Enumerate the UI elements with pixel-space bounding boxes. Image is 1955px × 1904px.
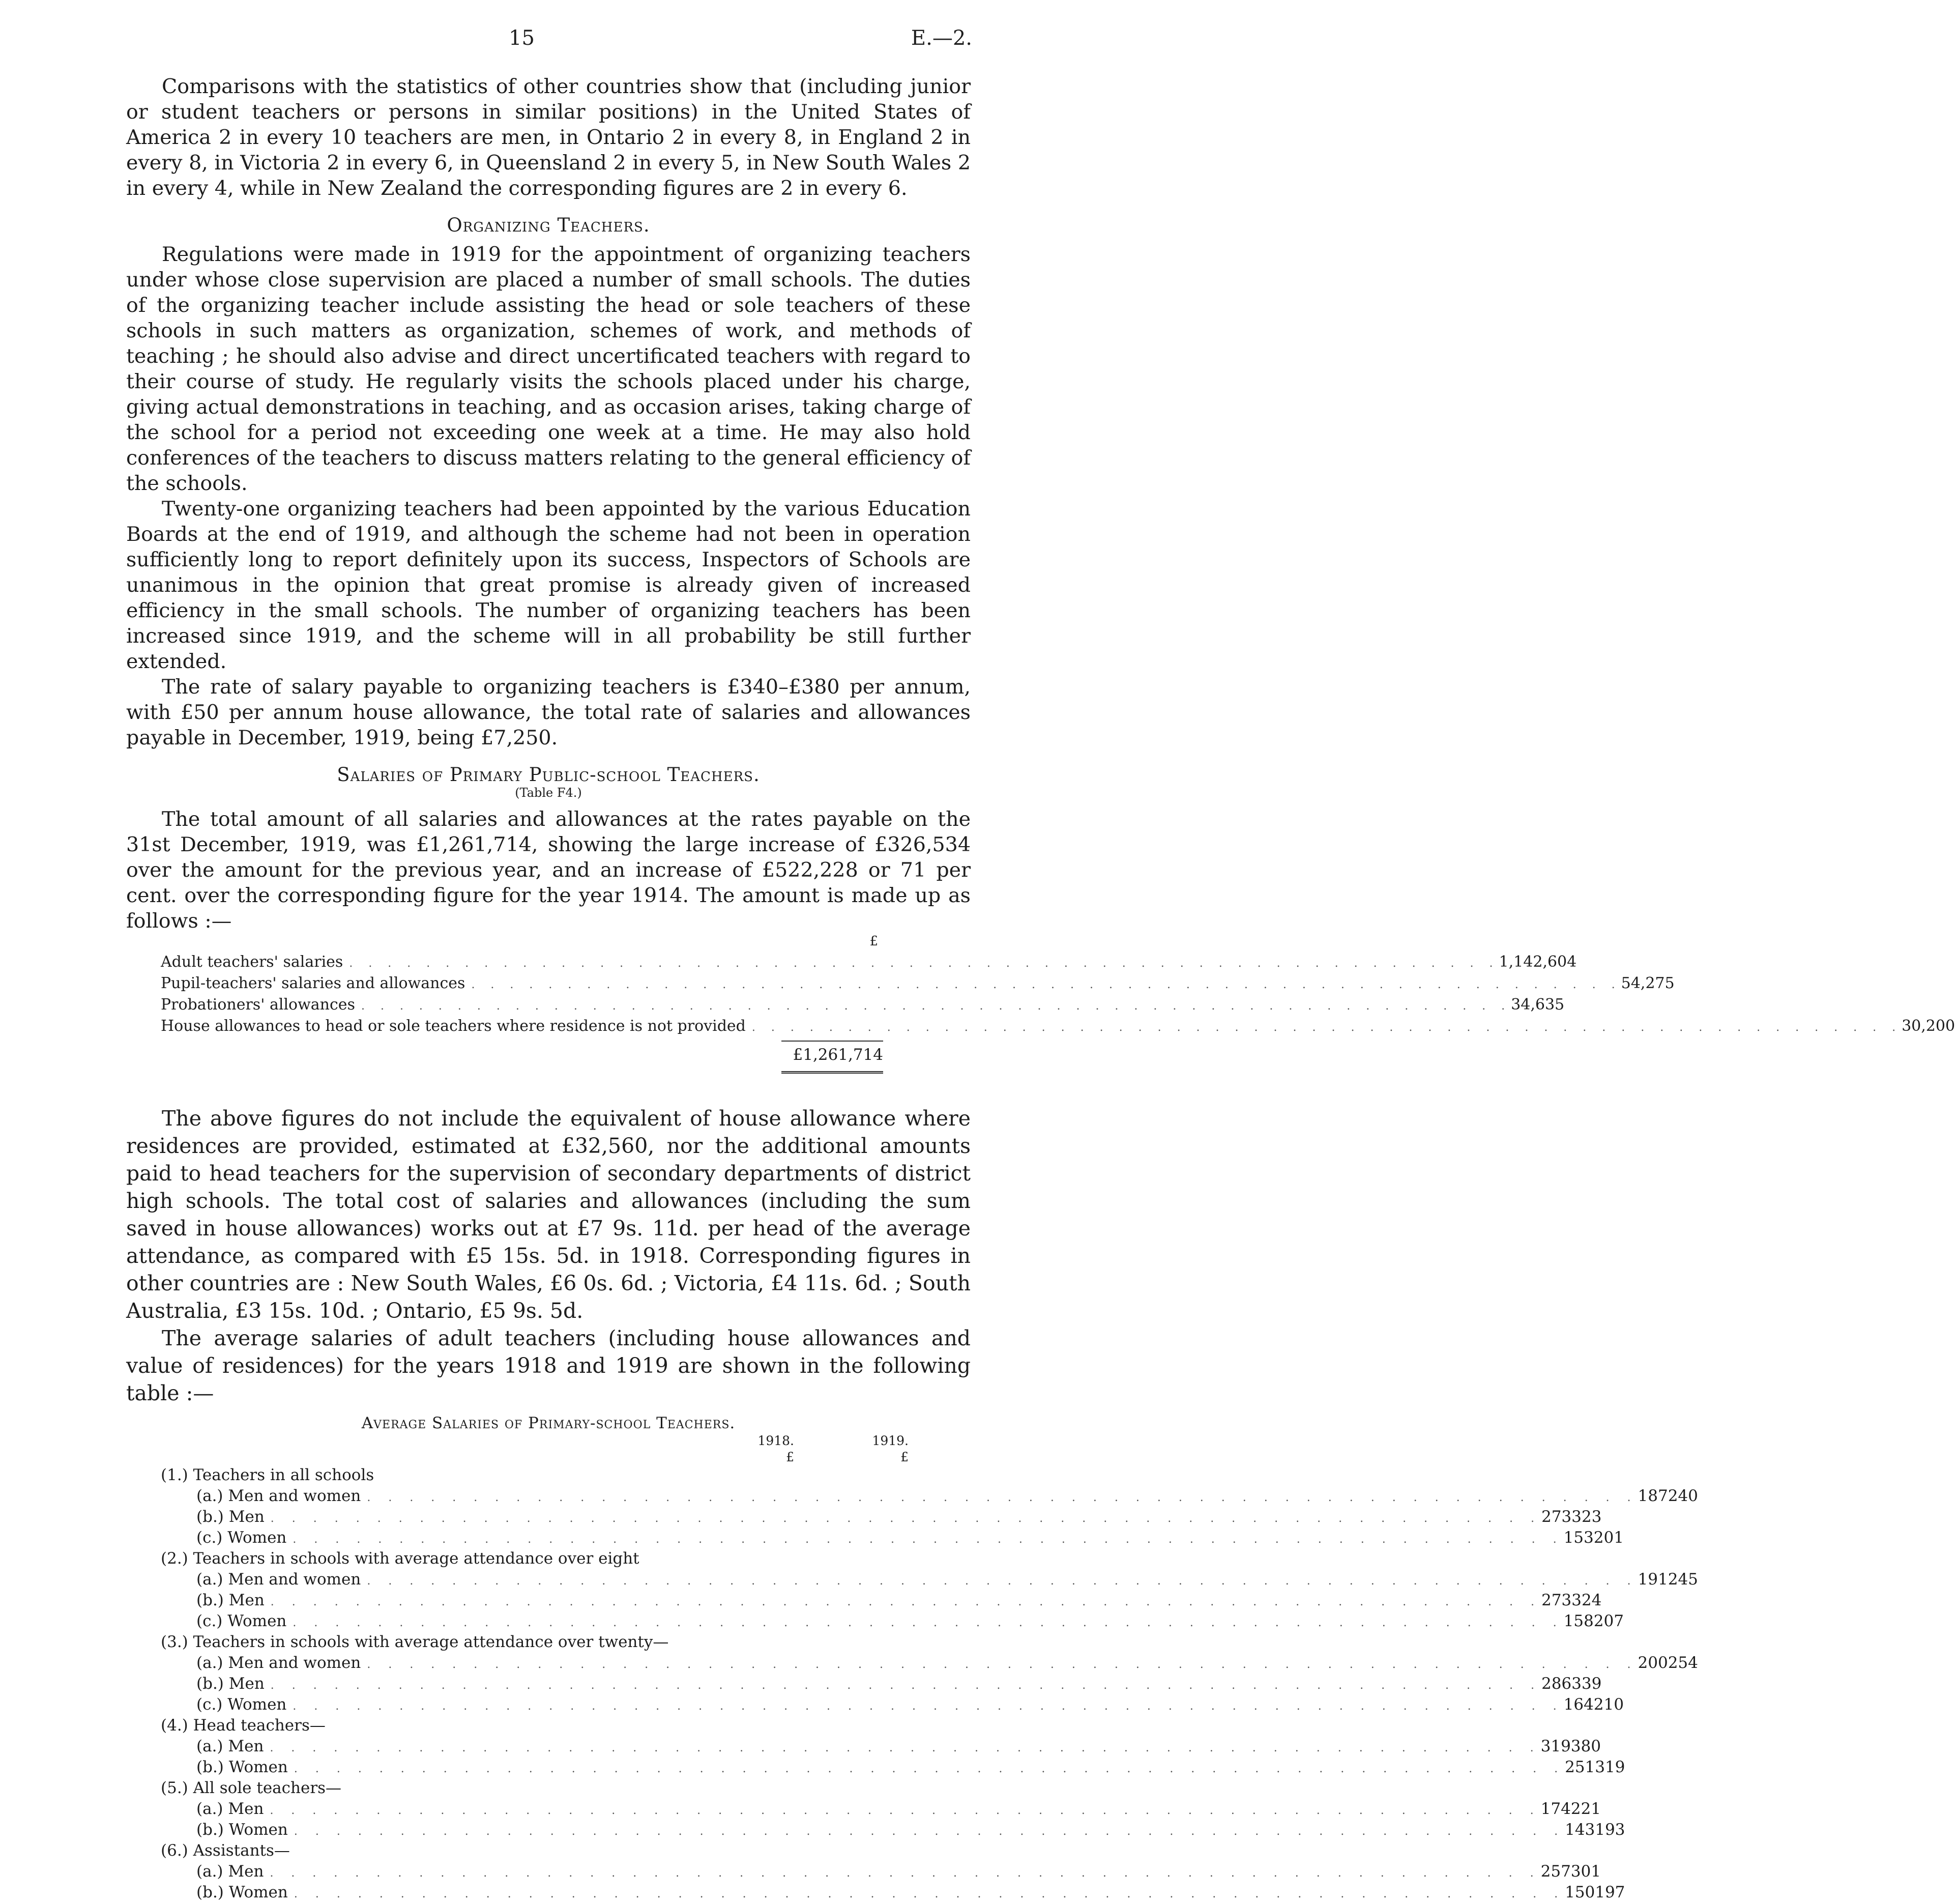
value-1918: 319: [1540, 1737, 1571, 1755]
leader-dots: . . . . . . . . . . . . . . . . . . . . . . . . . . . . . . . . . . . . . . . . . . . . . . . . . . . . . . . . . . . .: [294, 1825, 1565, 1838]
value-1918: 191: [1638, 1570, 1668, 1589]
leader-dots: . . . . . . . . . . . . . . . . . . . . . . . . . . . . . . . . . . . . . . . . . . . . . . . . . . . . . . . . . . . .: [270, 1512, 1541, 1525]
leader-dots: . . . . . . . . . . . . . . . . . . . . . . . . . . . . . . . . . . . . . . . . . . . . . . . . . . . . . . . . . . . .: [361, 1000, 1511, 1013]
statement-amount: 54,275: [1621, 974, 1675, 992]
statement-amount: 1,142,604: [1499, 953, 1577, 971]
group-title: (3.) Teachers in schools with average attendance over twenty—: [161, 1633, 669, 1651]
average-salaries-table: [161, 1433, 1698, 1904]
value-1918: 150: [1565, 1883, 1595, 1901]
row-label: (b.) Women: [196, 1883, 288, 1901]
leader-dots: . . . . . . . . . . . . . . . . . . . . . . . . . . . . . . . . . . . . . . . . . . . . . . . . . . . . . . . . . . . .: [349, 957, 1499, 970]
statement-row: [161, 953, 1577, 974]
heading-salaries: Salaries of Primary Public-school Teachers.: [337, 764, 760, 786]
value-1918: 143: [1565, 1821, 1595, 1839]
row-label: (b.) Men: [196, 1591, 265, 1609]
row-label: (a.) Men: [196, 1862, 264, 1881]
paragraph-regulations: Regulations were made in 1919 for the appointment of organizing teachers under whose close supervision are placed a number of small schools. The duties of the organizing teacher include assisting the head or sole teachers of these schools in such matters as organization, schemes of work, and methods of teaching ; he should also advise and direct uncertificated teachers with regard to their course of study. He regularly visits the schools placed under his charge, giving actual demonstrations in teaching, and as occasion arises, taking charge of the school for a period not exceeding one week at a time. He may also hold conferences of the teachers to discuss matters relating to the general efficiency of the schools.: [126, 243, 971, 495]
group-title: (1.) Teachers in all schools: [161, 1466, 374, 1484]
group-title: (6.) Assistants—: [161, 1841, 290, 1860]
row-label: (c.) Women: [196, 1528, 287, 1547]
value-1918: 164: [1563, 1695, 1594, 1714]
value-1918: 158: [1563, 1612, 1594, 1630]
value-1919: 245: [1668, 1570, 1698, 1589]
paragraph-comparisons: Comparisons with the statistics of other countries show that (including junior or student teachers or persons in similar positions) in the United States of America 2 in every 10 teachers are men, in Ontario 2 in every 8, in England 2 in every 8, in Victoria 2 in every 6, in Queensland 2 in every 5, in New South Wales 2 in every 4, while in New Zealand the corresponding figures are 2 in every 6.: [126, 75, 971, 200]
table-row: [161, 1508, 1602, 1528]
paragraph-salary-rate: The rate of salary payable to organizing teachers is £340–£380 per annum, with £50 per annum house allowance, the total rate of salaries and allowances payable in December, 1919, being £7,250.: [126, 675, 971, 749]
row-label: (a.) Men and women: [196, 1654, 361, 1672]
value-1919: 207: [1593, 1612, 1624, 1630]
table-group-title: [161, 1466, 909, 1487]
value-1919: 193: [1595, 1821, 1625, 1839]
currency-1919: £: [900, 1450, 909, 1464]
table-group-title: [161, 1841, 909, 1862]
table-group-title: [161, 1549, 909, 1570]
leader-dots: . . . . . . . . . . . . . . . . . . . . . . . . . . . . . . . . . . . . . . . . . . . . . . . . . . . . . . . . . . . .: [471, 978, 1621, 991]
leader-dots: . . . . . . . . . . . . . . . . . . . . . . . . . . . . . . . . . . . . . . . . . . . . . . . . . . . . . . . . . . . .: [751, 1021, 1902, 1034]
statement-row: [161, 974, 1675, 996]
statement-row: [161, 1017, 1955, 1038]
table-row: [161, 1695, 1624, 1716]
heading-average-salaries: Average Salaries of Primary-school Teachers.: [361, 1414, 736, 1432]
row-label: (c.) Women: [196, 1612, 287, 1630]
table-row: [161, 1758, 1625, 1779]
group-title: (4.) Head teachers—: [161, 1716, 326, 1735]
value-1918: 257: [1540, 1862, 1571, 1881]
table-row: [161, 1570, 1698, 1591]
table-row: [161, 1612, 1624, 1633]
table-row: [161, 1800, 1601, 1821]
table-row: [161, 1737, 1601, 1758]
currency-1918: £: [786, 1450, 794, 1464]
value-1919: 240: [1668, 1487, 1698, 1505]
table-row: [161, 1675, 1602, 1695]
row-label: (b.) Men: [196, 1508, 265, 1526]
total-rule: [781, 1041, 883, 1042]
table-group-title: [161, 1779, 909, 1800]
leader-dots: . . . . . . . . . . . . . . . . . . . . . . . . . . . . . . . . . . . . . . . . . . . . . . . . . . . . . . . . . . . .: [270, 1596, 1541, 1608]
table-currency-row: [161, 1450, 909, 1466]
salary-statement: [161, 934, 1955, 1038]
row-label: (a.) Men and women: [196, 1487, 361, 1505]
value-1918: 273: [1541, 1508, 1572, 1526]
value-1919: 324: [1571, 1591, 1602, 1609]
leader-dots: . . . . . . . . . . . . . . . . . . . . . . . . . . . . . . . . . . . . . . . . . . . . . . . . . . . . . . . . . . . .: [270, 1679, 1541, 1692]
heading-organizing-teachers: Organizing Teachers.: [447, 214, 650, 236]
value-1918: 174: [1540, 1800, 1571, 1818]
table-row: [161, 1487, 1698, 1508]
statement-row: [161, 996, 1565, 1017]
statement-currency: £: [869, 934, 878, 949]
table-year-header: [161, 1433, 909, 1450]
leader-dots: . . . . . . . . . . . . . . . . . . . . . . . . . . . . . . . . . . . . . . . . . . . . . . . . . . . . . . . . . . . .: [367, 1658, 1638, 1671]
statement-label: House allowances to head or sole teachers where residence is not provided: [161, 1017, 746, 1035]
document-reference: E.—2.: [911, 26, 972, 50]
row-label: (b.) Women: [196, 1758, 288, 1776]
value-1918: 273: [1541, 1591, 1572, 1609]
value-1919: 323: [1571, 1508, 1602, 1526]
value-1919: 254: [1668, 1654, 1698, 1672]
value-1919: 221: [1570, 1800, 1601, 1818]
leader-dots: . . . . . . . . . . . . . . . . . . . . . . . . . . . . . . . . . . . . . . . . . . . . . . . . . . . . . . . . . . . .: [293, 1617, 1564, 1629]
statement-amount: 34,635: [1511, 996, 1565, 1014]
table-row: [161, 1591, 1602, 1612]
row-label: (a.) Men: [196, 1737, 264, 1755]
value-1919: 301: [1570, 1862, 1601, 1881]
statement-label: Adult teachers' salaries: [161, 953, 343, 971]
paragraph-average-salaries: The average salaries of adult teachers (including house allowances and value of residences) for the years 1918 and 1919 are shown in the following table :—: [126, 1326, 971, 1405]
page-content: [126, 74, 1955, 1904]
leader-dots: . . . . . . . . . . . . . . . . . . . . . . . . . . . . . . . . . . . . . . . . . . . . . . . . . . . . . . . . . . . .: [367, 1491, 1638, 1504]
table-group-title: [161, 1716, 909, 1737]
statement-total-block: [161, 1038, 883, 1105]
value-1919: 380: [1570, 1737, 1601, 1755]
row-label: (c.) Women: [196, 1695, 287, 1714]
leader-dots: . . . . . . . . . . . . . . . . . . . . . . . . . . . . . . . . . . . . . . . . . . . . . . . . . . . . . . . . . . . .: [294, 1888, 1565, 1900]
year-1919-heading: 1919.: [872, 1433, 909, 1448]
value-1919: 339: [1571, 1675, 1602, 1693]
row-label: (a.) Men and women: [196, 1570, 361, 1589]
value-1918: 153: [1563, 1528, 1594, 1547]
row-label: (b.) Men: [196, 1675, 265, 1693]
table-row: [161, 1883, 1625, 1904]
table-row: [161, 1654, 1698, 1675]
leader-dots: . . . . . . . . . . . . . . . . . . . . . . . . . . . . . . . . . . . . . . . . . . . . . . . . . . . . . . . . . . . .: [293, 1533, 1564, 1546]
table-row: [161, 1862, 1601, 1883]
statement-label: Probationers' allowances: [161, 996, 355, 1014]
leader-dots: . . . . . . . . . . . . . . . . . . . . . . . . . . . . . . . . . . . . . . . . . . . . . . . . . . . . . . . . . . . .: [367, 1575, 1638, 1588]
value-1919: 197: [1595, 1883, 1625, 1901]
heading-salaries-note: (Table F4.): [515, 786, 582, 800]
leader-dots: . . . . . . . . . . . . . . . . . . . . . . . . . . . . . . . . . . . . . . . . . . . . . . . . . . . . . . . . . . . .: [270, 1742, 1541, 1754]
table-group-title: [161, 1633, 909, 1654]
leader-dots: . . . . . . . . . . . . . . . . . . . . . . . . . . . . . . . . . . . . . . . . . . . . . . . . . . . . . . . . . . . .: [293, 1700, 1564, 1713]
row-label: (b.) Women: [196, 1821, 288, 1839]
year-1918-heading: 1918.: [757, 1433, 794, 1448]
group-title: (2.) Teachers in schools with average attendance over eight: [161, 1549, 639, 1568]
page-number: 15: [509, 26, 535, 50]
value-1918: 251: [1565, 1758, 1595, 1776]
value-1919: 210: [1593, 1695, 1624, 1714]
value-1919: 319: [1595, 1758, 1625, 1776]
value-1918: 286: [1541, 1675, 1572, 1693]
paragraph-above-figures: The above figures do not include the equivalent of house allowance where residences are provided, estimated at £32,560, nor the additional amounts paid to head teachers for the supervision of secondary departments of district high schools. The total cost of salaries and allowances (including the sum saved in house allowances) works out at £7 9s. 11d. per head of the average attendance, as compared with £5 15s. 5d. in 1918. Corresponding figures in other countries are : New South Wales, £6 0s. 6d. ; Victoria, £4 11s. 6d. ; South Australia, £3 15s. 10d. ; Ontario, £5 9s. 5d.: [126, 1106, 971, 1323]
total-double-rule: [781, 1071, 883, 1077]
statement-label: Pupil-teachers' salaries and allowances: [161, 974, 465, 992]
row-label: (a.) Men: [196, 1800, 264, 1818]
leader-dots: . . . . . . . . . . . . . . . . . . . . . . . . . . . . . . . . . . . . . . . . . . . . . . . . . . . . . . . . . . . .: [270, 1867, 1541, 1880]
paragraph-twenty-one: Twenty-one organizing teachers had been appointed by the various Education Boards at the end of 1919, and although the scheme had not been in operation sufficiently long to report definitely upon its success, Inspectors of Schools are unanimous in the opinion that great promise is already given of increased efficiency in the small schools. The number of organizing teachers has been increased since 1919, and the scheme will in all probability be still further extended.: [126, 497, 971, 673]
value-1918: 200: [1638, 1654, 1668, 1672]
statement-total: £1,261,714: [793, 1046, 883, 1064]
value-1919: 201: [1593, 1528, 1624, 1547]
table-row: [161, 1528, 1624, 1549]
value-1918: 187: [1638, 1487, 1668, 1505]
leader-dots: . . . . . . . . . . . . . . . . . . . . . . . . . . . . . . . . . . . . . . . . . . . . . . . . . . . . . . . . . . . .: [270, 1804, 1541, 1817]
statement-amount: 30,200: [1902, 1017, 1955, 1035]
leader-dots: . . . . . . . . . . . . . . . . . . . . . . . . . . . . . . . . . . . . . . . . . . . . . . . . . . . . . . . . . . . .: [294, 1763, 1565, 1775]
table-row: [161, 1821, 1625, 1841]
paragraph-total-amount: The total amount of all salaries and allowances at the rates payable on the 31st December, 1919, was £1,261,714, showing the large increase of £326,534 over the amount for the previous year, and an increase of £522,228 or 71 per cent. over the corresponding figure for the year 1914. The amount is made up as follows :—: [126, 807, 971, 933]
group-title: (5.) All sole teachers—: [161, 1779, 342, 1797]
